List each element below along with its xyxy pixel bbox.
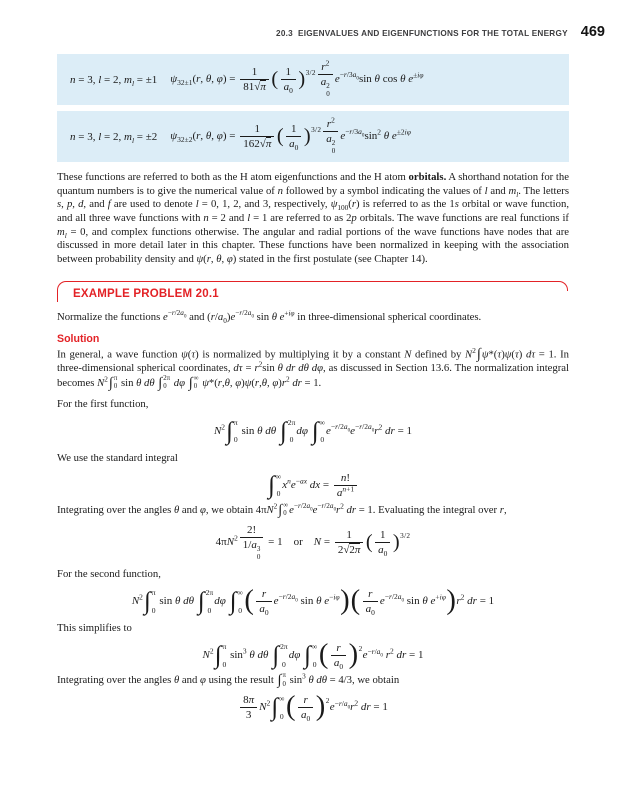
quantum-number-conditions-1: n = 3, l = 2, $m_l = \pm 1$ xyxy=(70,73,158,88)
display-equation-standard-integral: ∫ ∞ 0 $x^ne^{-ax}$ dx = $\frac{n!}{a^{n+1}}$ xyxy=(57,472,569,499)
quantum-number-conditions-2: n = 3, l = 2, $m_l = \pm 2$ xyxy=(70,130,158,145)
example-problem-header xyxy=(57,280,569,305)
solution-intro-paragraph: In general, a wave function ψ(τ) is normalized by multiplying it by a constant N defined by $N^2$ ∫ ψ*(τ)ψ(τ) dτ = 1. In three-dimensional spherical coordinates, $d\tau = r^2\sin$ θ dr dθ dφ, as discussed in Section 13.6. The normalization integral becomes $N^2$ ∫ π 0 sin θ dθ ∫ 2π 0 dφ ∫ ∞ 0 ψ*(r,θ, φ)ψ(r,θ, $\varphi)r^2$ dr = 1. xyxy=(57,346,570,391)
example-problem-title: EXAMPLE PROBLEM 20.1 xyxy=(73,287,219,300)
paragraph-integrating-angles: Integrating over the angles θ and φ, we obtain $4\pi N^2$ ∫ ∞ 0 $e^{-r/2a_0}e^{-r/2a_0}r^2$ dr = 1. Evaluating the integral over r, xyxy=(57,501,507,518)
solution-heading: Solution xyxy=(57,333,100,346)
wavefunction-equation-2: $\psi_{32\pm 2}(r$, θ, φ) = $\frac{1}{162√\pi}$ ( $\frac{1}{a_0}$ )$^{3/2}$ $r^2$ a 2 0 $e^{-r/3a_0}\sin^2$ θ $e^{\pm 2i\varphi}$ xyxy=(170,115,411,155)
display-equation-first-function: $N^2$ ∫ π 0 sin θ dθ ∫ 2π 0 dφ ∫ ∞ 0 $e^{-r/2a_0}e^{-r/2a_0}r^2$ dr = 1 xyxy=(213,417,413,445)
highlighted-equation-box-1 xyxy=(57,54,569,105)
display-equation-second-function: $N^2$ ∫ π 0 sin θ dθ ∫ 2π 0 dφ ∫ ∞ 0 ( $\frac{r}{a_0}$ $e^{-r/2a_0}$ sin θ $e^{-i\varphi}$)( $\frac{r}{a_0}$ $e^{-r/2a_0}$ sin θ $e^{+i\varphi})r^2$ dr = 1 xyxy=(131,585,495,618)
display-equation-normalization-constant: $4\pi N^2$ 2! 1/a 3 0 = 1 or N = $\frac{1}{2√2\pi}$ ( $\frac{1}{a_0}$ )$^{3/2}$ xyxy=(215,524,411,561)
lead-second-function: For the second function, xyxy=(57,568,161,581)
running-header-title xyxy=(276,29,568,38)
display-equation-simplified: $N^2$ ∫ π 0 $\sin^3 \theta$ dθ ∫ 2π 0 dφ ∫ ∞ 0 ( $\frac{r}{a_0}$ )$^2e^{-r/a_0}$ $r^2$ dr = 1 xyxy=(202,639,424,672)
running-header xyxy=(0,24,605,40)
wavefunction-equation-1: $\psi_{32\pm 1}(r$, θ, φ) = $\frac{1}{81√\pi}$ ( $\frac{1}{a_0}$ )$^{3/2}$ $r^2$ a 2 0 $e^{-r/3a_0}\sin$ θ cos θ $e^{\pm i\varphi}$ xyxy=(170,58,424,98)
section-title: EIGENVALUES AND EIGENFUNCTIONS FOR THE TOTAL ENERGY xyxy=(298,29,568,38)
display-equation-final: $\frac{8\pi}{3}$ $N^2$ ∫ ∞ 0 ( $\frac{r}{a_0}$ )$^2e^{-r/a_0}r^2$ dr = 1 xyxy=(57,694,569,721)
paragraph-integrating-result: Integrating over the angles θ and φ using the result ∫ π 0 $\sin^3 \theta$ dθ = 4/3, we obtain xyxy=(57,671,400,688)
section-number: 20.3 xyxy=(276,29,293,38)
lead-simplifies: This simplifies to xyxy=(57,622,132,635)
lead-first-function: For the first function, xyxy=(57,398,149,411)
highlighted-equation-box-2 xyxy=(57,111,569,162)
intro-paragraph: These functions are referred to both as the H atom eigenfunctions and the H atom orbitals. A shorthand notation for the quantum numbers is to give the numerical value of n followed by a symbol indicating the values of l and $m_l$. The letters s, p, d, and f are used to denote l = 0, 1, 2, and 3, respectively, $\psi_{100}(r)$ is referred to as the 1s orbital or wave function, and all three wave functions with n = 2 and l = 1 are referred to as 2p orbitals. The wave functions are real functions if $m_l = 0$, and complex functions otherwise. The angular and radial portions of the wave functions have nodes that are discussed in more detail later in this chapter. These functions have been normalized in keeping with the association between probability density and ψ(r, θ, φ) stated in the first postulate (see Chapter 14). xyxy=(57,171,569,265)
page-number: 469 xyxy=(580,24,605,40)
lead-standard-integral: We use the standard integral xyxy=(57,451,178,464)
red-bracket-rule-right xyxy=(373,281,568,291)
content-column xyxy=(57,54,569,725)
problem-statement: Normalize the functions $e^{-r/2a_0}$ and $(r/a_0)e^{-r/2a_0}$ sin θ $e^{+i\varphi}$ in three-dimensional spherical coordinates. xyxy=(57,308,482,325)
example-problem-section xyxy=(57,280,569,722)
